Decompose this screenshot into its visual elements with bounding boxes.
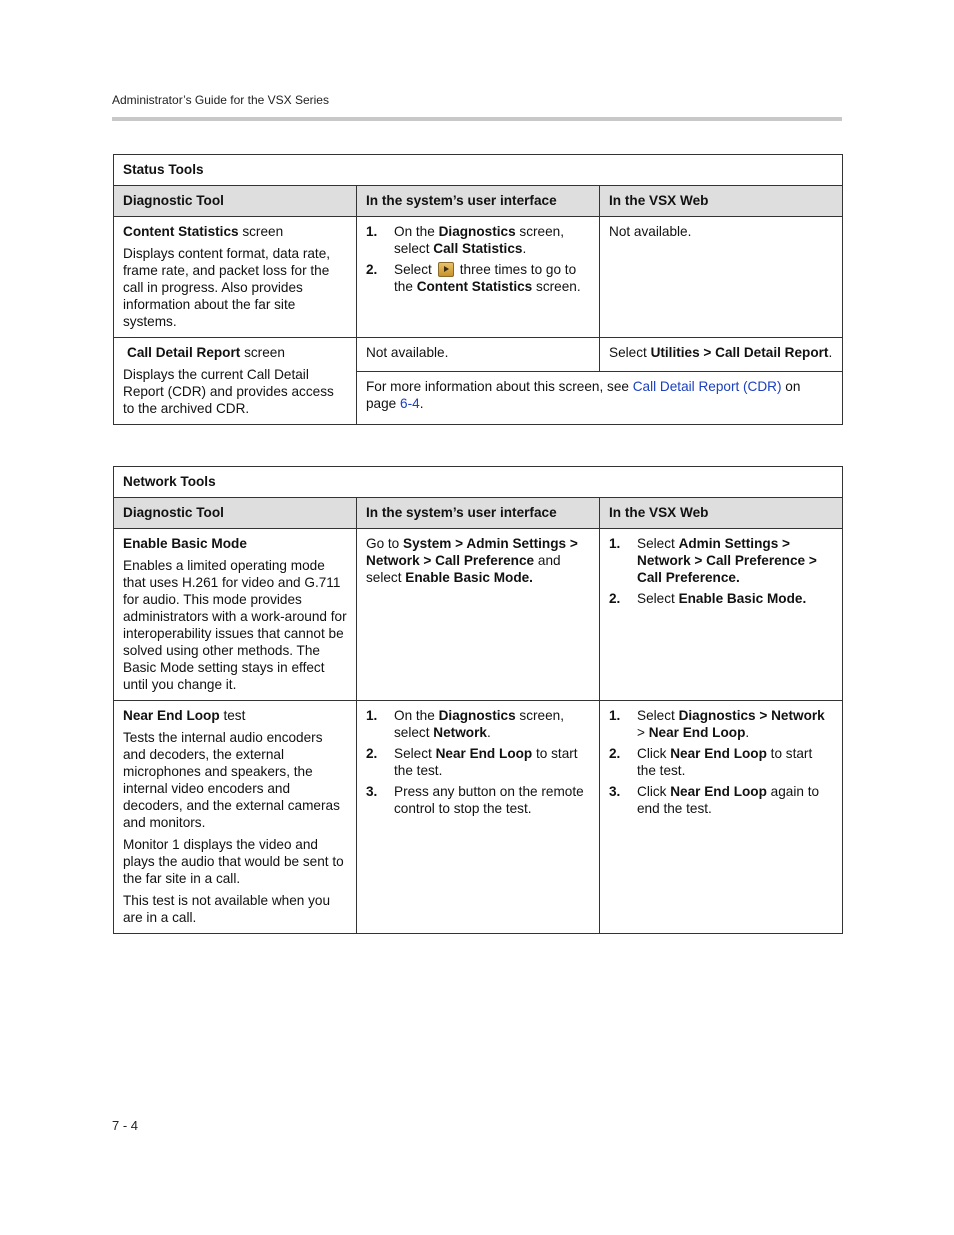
header-rule: [112, 117, 842, 121]
table-row: [114, 529, 843, 701]
tool-cell: [114, 338, 357, 425]
table-title-row: [114, 467, 843, 498]
list-item: 1. Select Diagnostics > Network > Near End Loop.: [609, 708, 825, 740]
list-item: 1. On the Diagnostics screen, select Call Statistics.: [366, 224, 565, 256]
play-button-icon: [438, 262, 454, 277]
list-item: 3. Press any button on the remote control to stop the test.: [366, 784, 584, 816]
list-item: 3. Click Near End Loop again to end the test.: [609, 784, 820, 816]
ui-cell: Go to System > Admin Settings > Network > Call Preference and select Enable Basic Mode.: [357, 529, 600, 701]
ui-cell: [357, 701, 600, 934]
web-cell: [600, 701, 843, 934]
cdr-link[interactable]: Call Detail Report (CDR): [632, 379, 782, 395]
tool-heading: Near End Loop test: [123, 708, 246, 723]
tool-description: Monitor 1 displays the video and plays the audio that would be sent to the far site in a call.: [123, 837, 344, 886]
table-row: [114, 338, 843, 372]
web-cell: Select Utilities > Call Detail Report.: [600, 338, 843, 372]
ui-cell: Not available.: [357, 338, 600, 372]
list-item: 2. Select three times to go to the Content Statistics screen.: [366, 262, 581, 294]
tool-cell: [114, 701, 357, 934]
tool-description: Displays content format, data rate, frame rate, and packet loss for the call in progress. Also provides information about the far site systems.: [123, 246, 331, 329]
tool-cell: [114, 217, 357, 338]
tool-description: This test is not available when you are in a call.: [123, 893, 331, 925]
list-item: 2. Select Near End Loop to start the test.: [366, 746, 578, 778]
table-row: [114, 701, 843, 934]
table-header-row: [114, 498, 843, 529]
network-tools-table: [113, 466, 843, 934]
tool-description: Tests the internal audio encoders and decoders, the external microphones and speakers, the internal video encoders and decoders, and the external cameras and monitors.: [123, 730, 340, 830]
list-item: 2. Click Near End Loop to start the test.: [609, 746, 813, 778]
status-tools-table: [113, 154, 843, 425]
list-item: 2. Select Enable Basic Mode.: [609, 591, 807, 606]
tool-description: Displays the current Call Detail Report (CDR) and provides access to the archived CDR.: [123, 367, 334, 416]
column-header: In the system’s user interface: [357, 498, 600, 529]
table-header-row: [114, 186, 843, 217]
table-title: Status Tools: [114, 155, 843, 186]
web-cell: Not available.: [600, 217, 843, 338]
table-title-row: [114, 155, 843, 186]
tool-heading: Enable Basic Mode: [123, 536, 247, 551]
running-header: Administrator’s Guide for the VSX Series: [112, 93, 329, 107]
tool-heading: Call Detail Report screen: [127, 345, 285, 360]
column-header: In the VSX Web: [600, 498, 843, 529]
column-header: Diagnostic Tool: [114, 186, 357, 217]
table-row: [114, 217, 843, 338]
column-header: Diagnostic Tool: [114, 498, 357, 529]
table-title: Network Tools: [114, 467, 843, 498]
tool-description: Enables a limited operating mode that uses H.261 for video and G.711 for audio. This mode provides administrators with a work-around for interoperability issues that cannot be solved using other methods. The Basic Mode setting stays in effect until you change it.: [123, 558, 347, 692]
column-header: In the VSX Web: [600, 186, 843, 217]
list-item: 1. On the Diagnostics screen, select Network.: [366, 708, 565, 740]
ui-cell: [357, 217, 600, 338]
column-header: In the system’s user interface: [357, 186, 600, 217]
tool-heading: Content Statistics screen: [123, 224, 284, 239]
page-link[interactable]: 6-4: [400, 396, 420, 412]
web-cell: [600, 529, 843, 701]
list-item: 1. Select Admin Settings > Network > Call Preference > Call Preference.: [609, 536, 817, 585]
tool-cell: [114, 529, 357, 701]
more-info-cell: For more information about this screen, see Call Detail Report (CDR) on page 6-4.: [357, 372, 843, 425]
page-number: 7 - 4: [112, 1118, 139, 1133]
